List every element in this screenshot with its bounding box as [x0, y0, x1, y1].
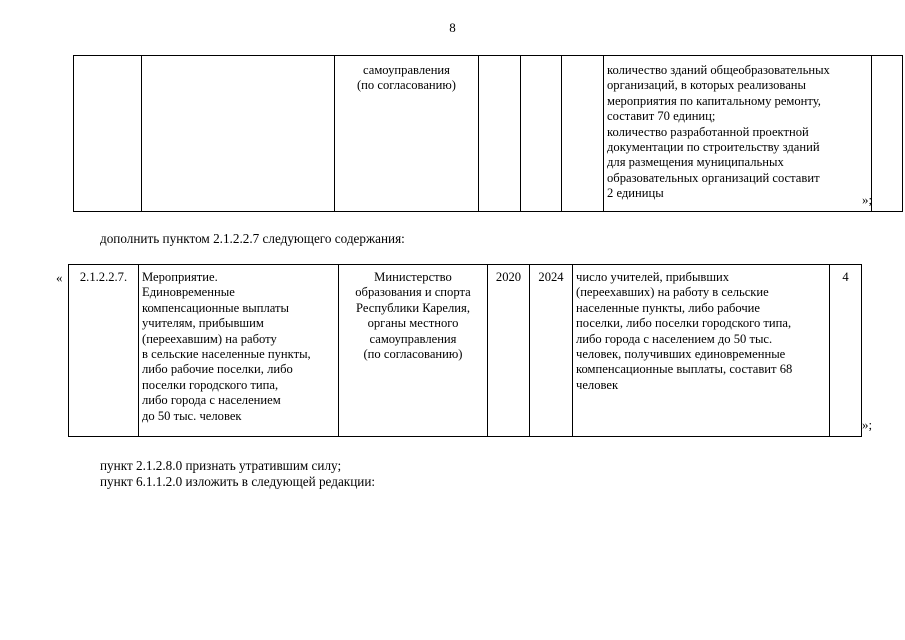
activity-line: в сельские населенные пункты, — [142, 347, 311, 362]
paragraph-restate-item: пункт 6.1.1.2.0 изложить в следующей редакции: — [100, 474, 376, 489]
table2-cell-number — [69, 265, 139, 437]
table1-cell-task — [872, 56, 903, 212]
table1-closing-quote: »; — [862, 192, 873, 207]
table1-indicator-line: составит 70 единиц; — [607, 109, 716, 124]
indicator-line: (переехавших) на работу в сельские — [576, 285, 769, 300]
table1-responsible-line: самоуправления — [363, 63, 450, 77]
table1-cell-year-start — [479, 56, 521, 212]
paragraph-add-item: дополнить пунктом 2.1.2.2.7 следующего содержания: — [100, 231, 405, 246]
indicator-line: число учителей, прибывших — [576, 270, 730, 284]
activity-line: либо города с населением — [142, 393, 281, 408]
table2-cell-task — [830, 265, 862, 437]
table1-indicator-line: образовательных организаций составит — [607, 170, 820, 185]
activity-line: поселки городского типа, — [142, 377, 279, 392]
table1-indicator-line: мероприятия по капитальному ремонту, — [607, 93, 821, 108]
activity-line: Мероприятие. — [142, 270, 218, 284]
table2-cell-responsible — [339, 265, 488, 437]
table2-cell-year-end — [530, 265, 573, 437]
table1-responsible-line: (по согласованию) — [356, 78, 456, 93]
table1-indicator-line: количество зданий общеобразовательных — [607, 63, 830, 77]
table2-closing-quote: »; — [862, 417, 873, 432]
table1-cell-responsible — [335, 56, 479, 212]
responsible-line: Республики Карелия, — [355, 300, 470, 315]
table1-cell-activity — [142, 56, 335, 212]
indicator-line: человек, получивших единовременные — [576, 347, 786, 362]
table1-cell-empty — [562, 56, 604, 212]
activity-line: (переехавшим) на работу — [142, 331, 277, 346]
responsible-line: органы местного — [367, 316, 459, 331]
year-end: 2024 — [538, 270, 564, 284]
item-number: 2.1.2.2.7. — [79, 270, 128, 284]
responsible-line: образования и спорта — [355, 285, 471, 300]
task-number: 4 — [842, 270, 849, 284]
table2-cell-activity — [139, 265, 339, 437]
table2-cell-indicator — [573, 265, 830, 437]
activity-line: до 50 тыс. человек — [142, 408, 242, 423]
table1-cell-number — [74, 56, 142, 212]
indicator-line: населенные пункты, либо рабочие — [576, 300, 761, 315]
page-number: 8 — [449, 20, 456, 35]
activity-line: Единовременные — [142, 285, 235, 300]
activity-line: учителям, прибывшим — [142, 316, 264, 331]
table1-cell-year-end — [521, 56, 562, 212]
indicator-line: либо города с населением до 50 тыс. — [576, 331, 773, 346]
table1-cell-indicator — [604, 56, 872, 212]
activity-line: либо рабочие поселки, либо — [142, 362, 293, 377]
responsible-line: Министерство — [374, 270, 452, 284]
table-new-item — [68, 264, 862, 437]
activity-line: компенсационные выплаты — [142, 300, 290, 315]
table2-opening-quote: « — [56, 270, 63, 285]
paragraph-repeal-item: пункт 2.1.2.8.0 признать утратившим силу; — [100, 458, 342, 473]
table1-indicator-line: документации по строительству зданий — [607, 140, 820, 155]
table2-cell-year-start — [488, 265, 530, 437]
table1-indicator-line: для размещения муниципальных — [607, 155, 784, 170]
indicator-line: поселки, либо поселки городского типа, — [576, 316, 792, 331]
indicator-line: человек — [576, 377, 619, 392]
table-continuation — [73, 55, 903, 212]
indicator-line: компенсационные выплаты, составит 68 — [576, 362, 793, 377]
responsible-line: самоуправления — [369, 331, 457, 346]
table1-indicator-line: 2 единицы — [607, 186, 664, 201]
table1-indicator-line: организаций, в которых реализованы — [607, 78, 806, 93]
responsible-line: (по согласованию) — [363, 347, 463, 362]
table1-indicator-line: количество разработанной проектной — [607, 124, 809, 139]
year-start: 2020 — [495, 270, 522, 284]
